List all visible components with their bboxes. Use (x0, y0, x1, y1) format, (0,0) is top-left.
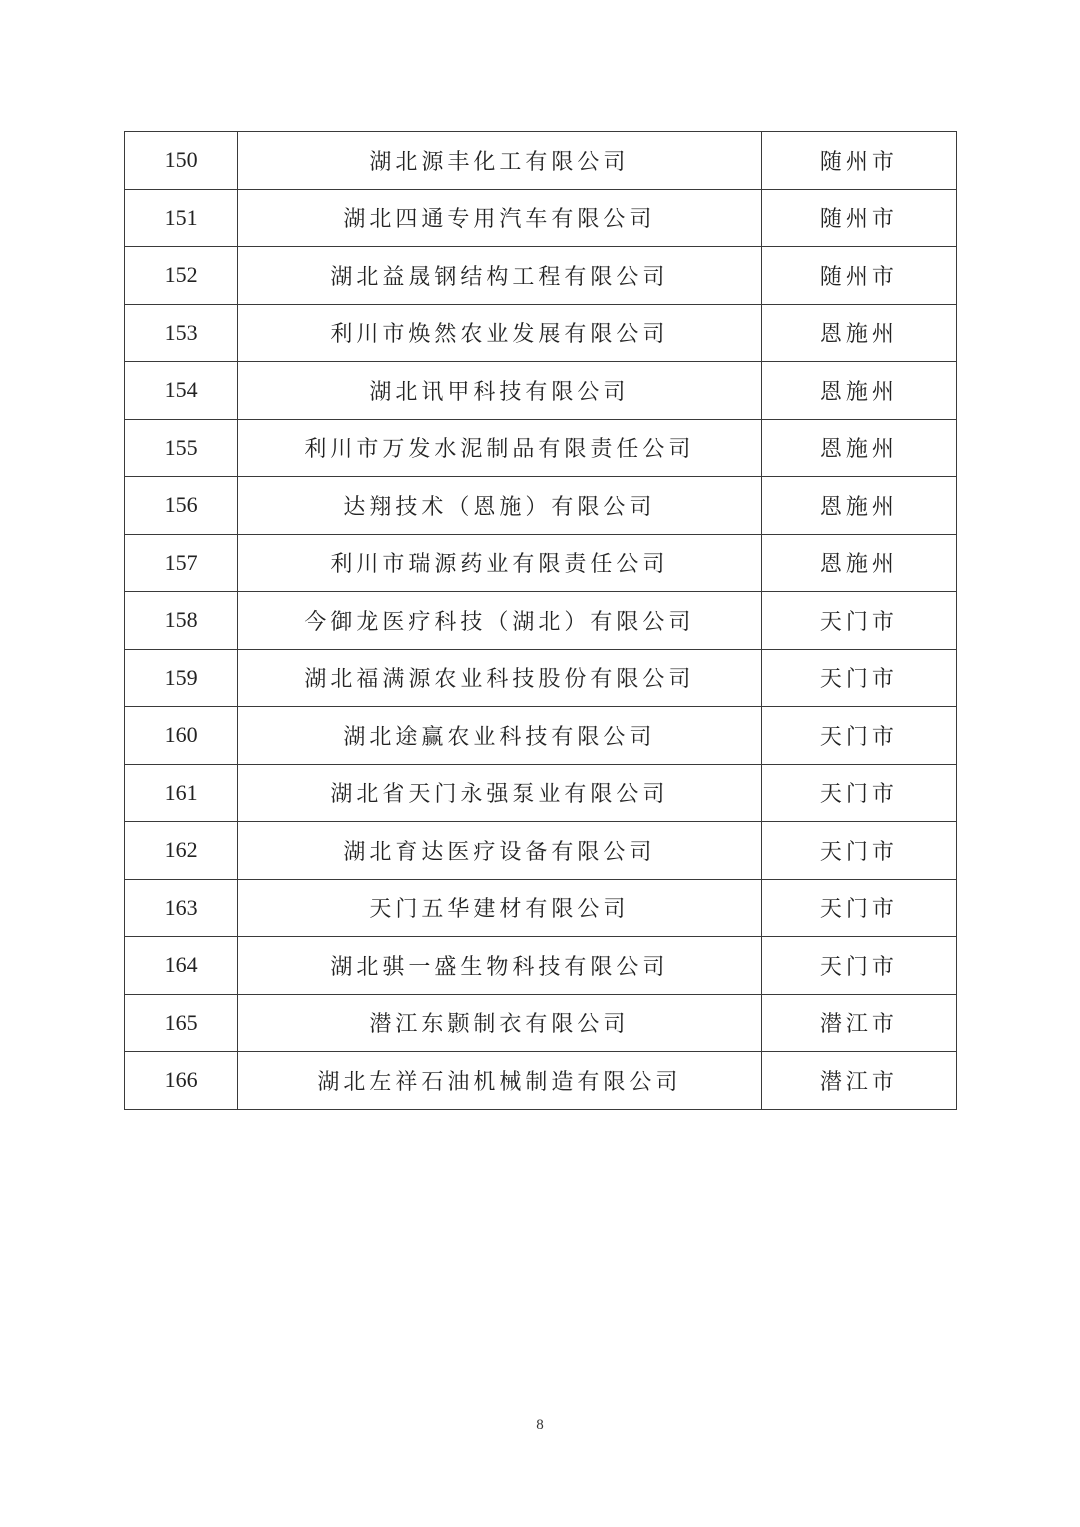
region-name: 天门市 (761, 879, 956, 937)
row-number: 162 (125, 822, 238, 880)
table-row (125, 362, 957, 420)
row-number: 161 (125, 764, 238, 822)
row-number: 155 (125, 419, 238, 477)
row-number: 150 (125, 132, 238, 190)
region-name: 天门市 (761, 592, 956, 650)
company-list-table (124, 131, 957, 1110)
table-row (125, 419, 957, 477)
region-name: 恩施州 (761, 534, 956, 592)
region-name: 天门市 (761, 649, 956, 707)
table-row (125, 189, 957, 247)
company-name: 达翔技术（恩施）有限公司 (238, 477, 762, 535)
table-row (125, 132, 957, 190)
row-number: 156 (125, 477, 238, 535)
region-name: 随州市 (761, 189, 956, 247)
row-number: 166 (125, 1052, 238, 1110)
table-row (125, 304, 957, 362)
row-number: 159 (125, 649, 238, 707)
table-row (125, 937, 957, 995)
company-name: 湖北四通专用汽车有限公司 (238, 189, 762, 247)
table-row (125, 592, 957, 650)
company-name: 湖北途赢农业科技有限公司 (238, 707, 762, 765)
page-number: 8 (536, 1417, 544, 1433)
company-name: 利川市瑞源药业有限责任公司 (238, 534, 762, 592)
company-name: 湖北育达医疗设备有限公司 (238, 822, 762, 880)
table-row (125, 534, 957, 592)
company-name: 湖北骐一盛生物科技有限公司 (238, 937, 762, 995)
row-number: 160 (125, 707, 238, 765)
company-list-body (125, 132, 957, 1110)
company-name: 今御龙医疗科技（湖北）有限公司 (238, 592, 762, 650)
row-number: 153 (125, 304, 238, 362)
table-row (125, 1052, 957, 1110)
company-name: 湖北福满源农业科技股份有限公司 (238, 649, 762, 707)
table-row (125, 879, 957, 937)
row-number: 152 (125, 247, 238, 305)
table-row (125, 822, 957, 880)
company-name: 湖北源丰化工有限公司 (238, 132, 762, 190)
company-name: 湖北讯甲科技有限公司 (238, 362, 762, 420)
region-name: 天门市 (761, 764, 956, 822)
table-row (125, 994, 957, 1052)
region-name: 随州市 (761, 132, 956, 190)
region-name: 恩施州 (761, 304, 956, 362)
company-name: 利川市焕然农业发展有限公司 (238, 304, 762, 362)
row-number: 157 (125, 534, 238, 592)
region-name: 天门市 (761, 822, 956, 880)
company-name: 湖北左祥石油机械制造有限公司 (238, 1052, 762, 1110)
region-name: 恩施州 (761, 362, 956, 420)
region-name: 随州市 (761, 247, 956, 305)
region-name: 潜江市 (761, 994, 956, 1052)
row-number: 164 (125, 937, 238, 995)
region-name: 恩施州 (761, 419, 956, 477)
company-name: 湖北益晟钢结构工程有限公司 (238, 247, 762, 305)
row-number: 151 (125, 189, 238, 247)
region-name: 天门市 (761, 937, 956, 995)
company-name: 潜江东颢制衣有限公司 (238, 994, 762, 1052)
table-row (125, 649, 957, 707)
company-name: 湖北省天门永强泵业有限公司 (238, 764, 762, 822)
table-row (125, 477, 957, 535)
region-name: 潜江市 (761, 1052, 956, 1110)
company-name: 利川市万发水泥制品有限责任公司 (238, 419, 762, 477)
table-row (125, 247, 957, 305)
region-name: 天门市 (761, 707, 956, 765)
table-row (125, 707, 957, 765)
company-name: 天门五华建材有限公司 (238, 879, 762, 937)
row-number: 158 (125, 592, 238, 650)
row-number: 154 (125, 362, 238, 420)
row-number: 163 (125, 879, 238, 937)
region-name: 恩施州 (761, 477, 956, 535)
row-number: 165 (125, 994, 238, 1052)
table-row (125, 764, 957, 822)
